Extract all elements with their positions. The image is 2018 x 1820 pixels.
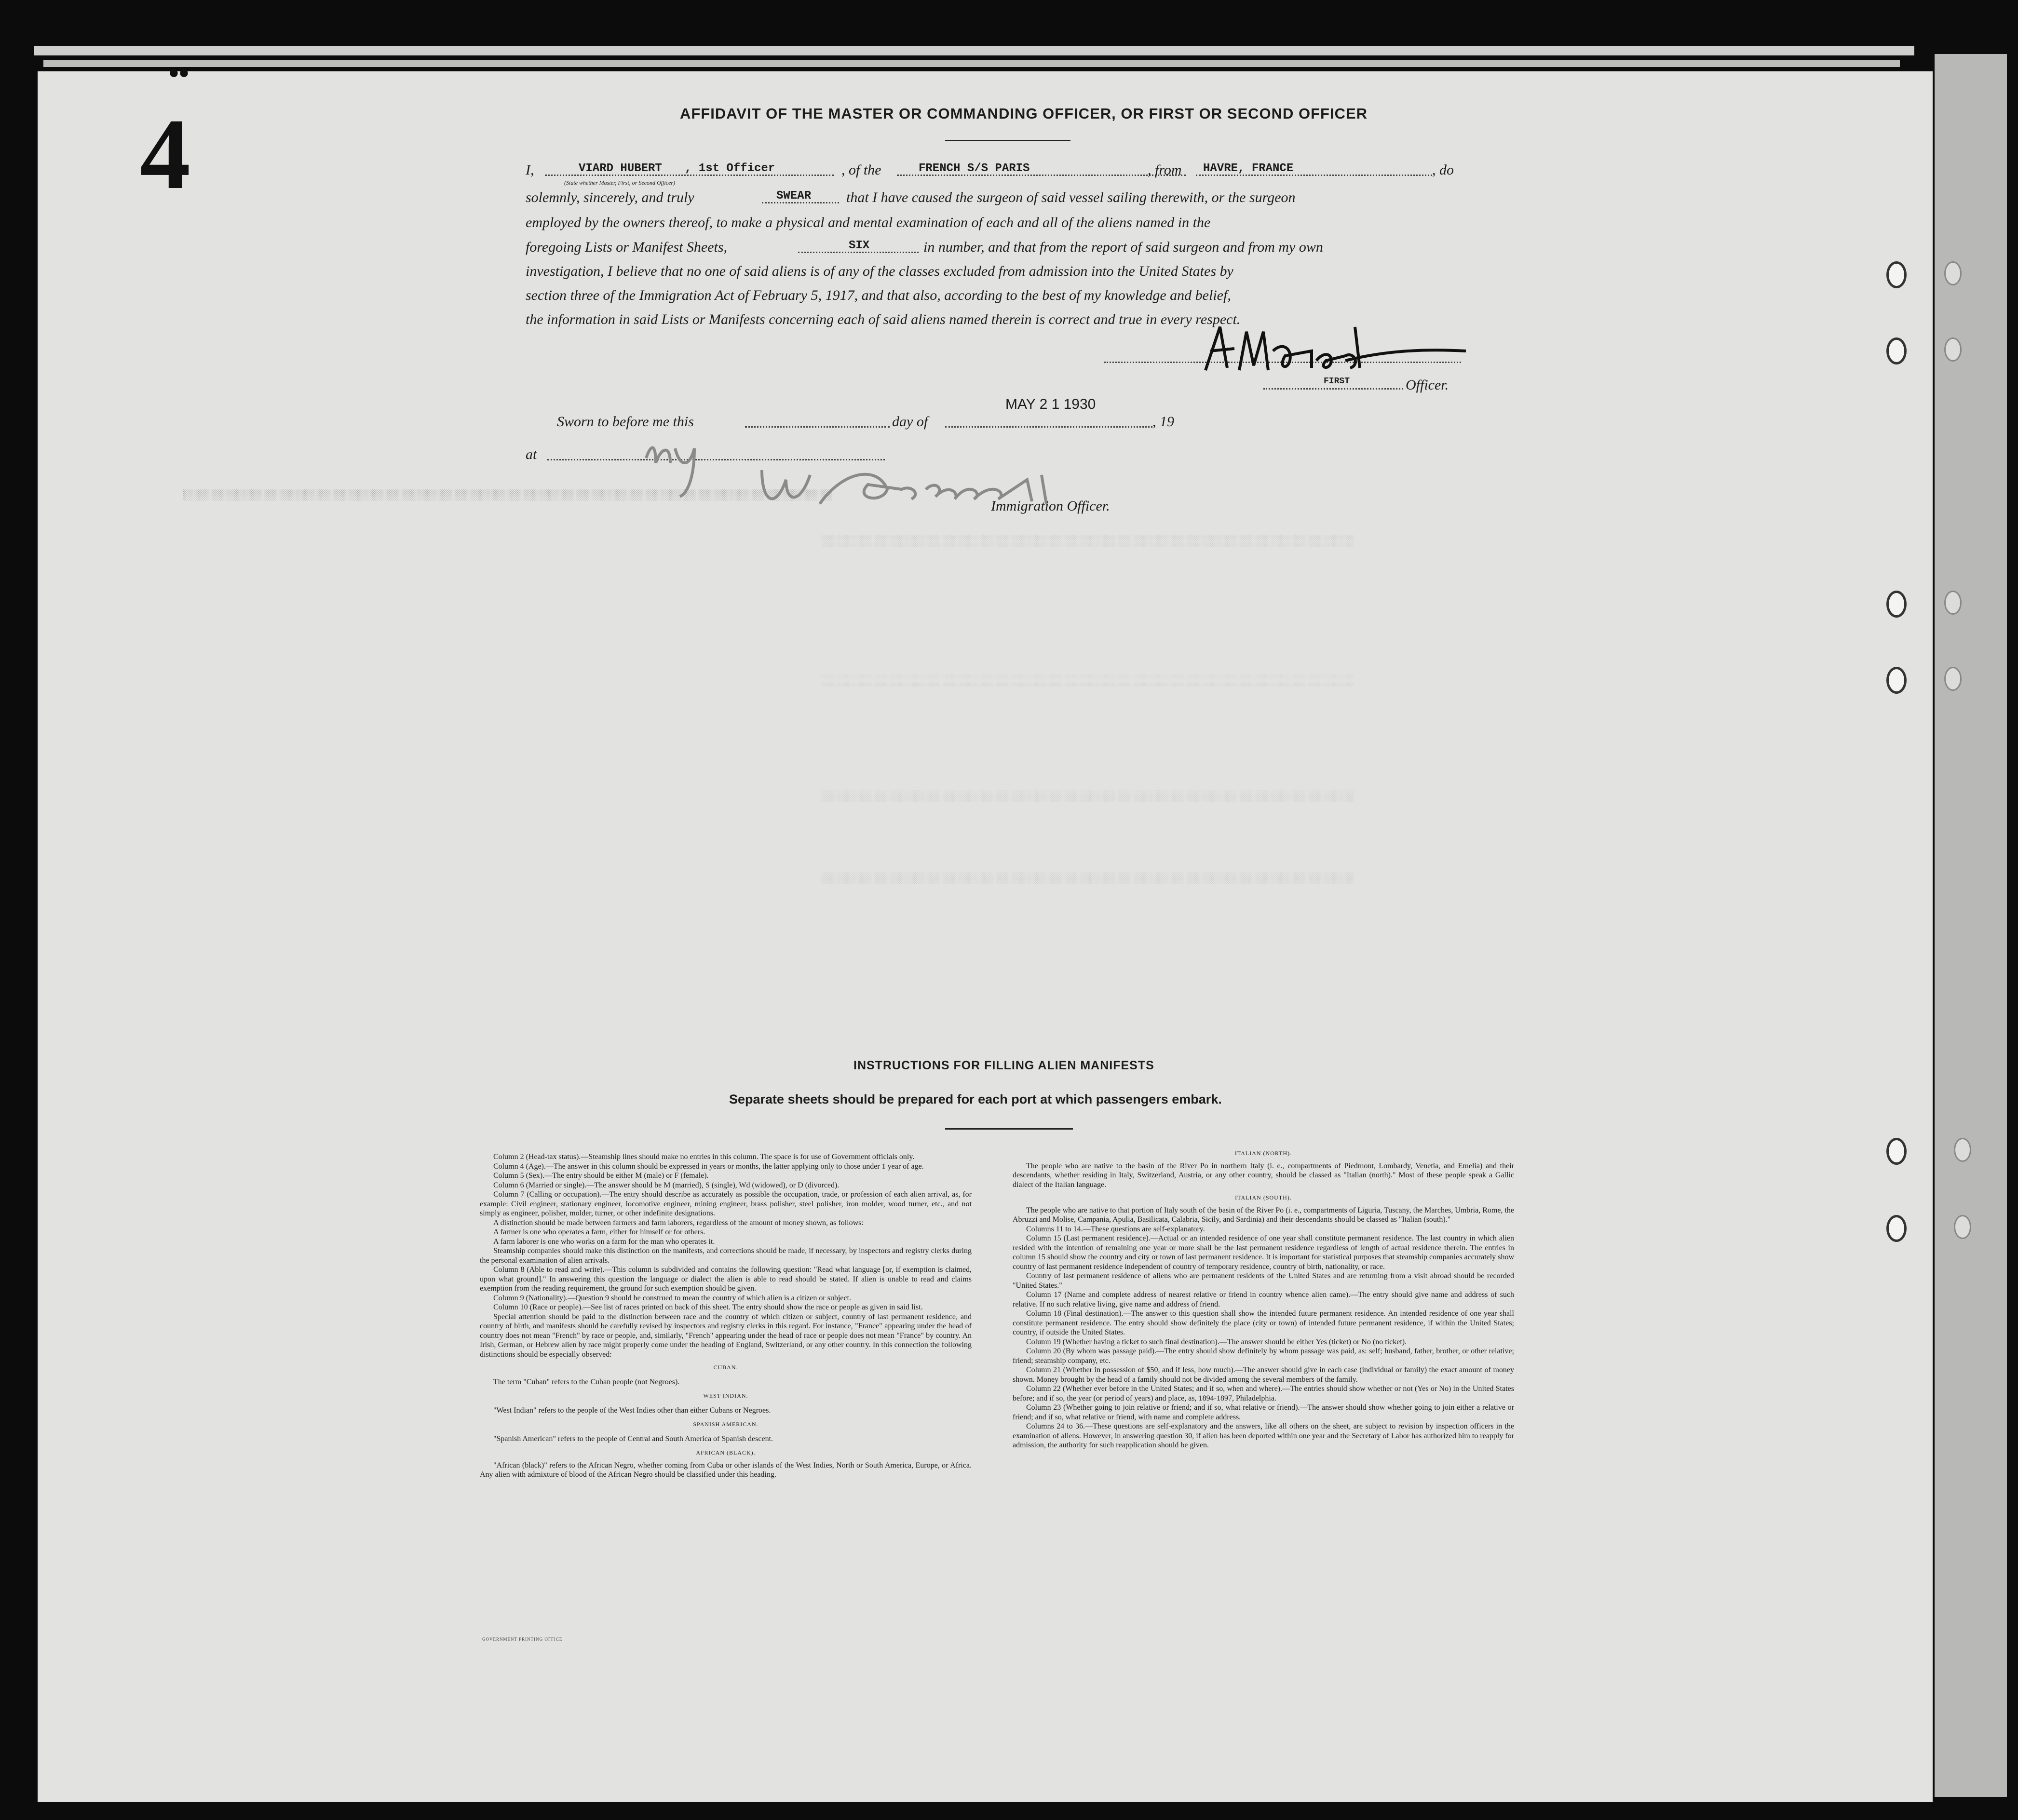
instruction-col15: Column 15 (Last permanent residence).—Actual or an intended residence of one year shall constitute permanent residence. The last country in which alien resided with the intention of remaining one year or more shall be the last permanent residence regardless of length of actual residence therein. The entries in column 15 should show the country and city or town of last permanent residence. It is important for statistical purposes that steamship companies accurately show country of last permanent residence independent of country of temporary residence, country of birth, nationality, or race.: [1013, 1234, 1514, 1271]
definition-west-indian: "West Indian" refers to the people of the West Indies other than either Cubans or Negroes.: [493, 1406, 771, 1415]
sworn-day-line: [745, 426, 890, 428]
instruction-col11-14: Columns 11 to 14.—These questions are self-explanatory.: [1026, 1225, 1205, 1233]
instruction-col10: Column 10 (Race or people).—See list of races printed on back of this sheet. The entry should show the race or people as given in said list.: [493, 1303, 923, 1311]
heading-west-indian: WEST INDIAN.: [703, 1392, 748, 1399]
manifest-sheet: [38, 71, 1933, 1802]
officer-signature: [1201, 322, 1471, 382]
instructions-title: INSTRUCTIONS FOR FILLING ALIEN MANIFESTS: [853, 1059, 1154, 1072]
affidavit-of-the: , of the: [841, 162, 881, 178]
under-sheet-strip: [1935, 54, 2007, 1797]
page-tick-marks: ••: [169, 57, 190, 89]
signing-officer-rank: FIRST: [1324, 377, 1350, 386]
sworn-day-of: day of: [892, 414, 928, 430]
alien-count: SIX: [849, 239, 870, 252]
definition-african: "African (black)" refers to the African Negro, whether coming from Cuba or other islands of the West Indies, North or South America, Europe, or Africa. Any alien with admixture of blood of the African Negro should be classified under this heading.: [480, 1461, 972, 1479]
heading-italian-north: ITALIAN (NORTH).: [1234, 1150, 1292, 1157]
sworn-month-line: [945, 426, 1152, 428]
instruction-col21: Column 21 (Whether in possession of $50, and if less, how much).—The answer should give in each case (individual or family) the exact amount of money shown. Money brought by the head of a family should not be divided among the several members of the family.: [1013, 1366, 1514, 1384]
instruction-race-distinction: Special attention should be paid to the distinction between race and the country of which citizen or subject, country of last permanent residence, and country of birth, and manifests should be carefully revised by inspectors and registry clerks in this regard. For instance, "France" appearing under the head of country does not mean "French" by race or people, and, similarly, "French" appearing under the head of race or people does not mean "France" by country. An Irish, German, or Hebrew alien by race might properly come under the heading of England, Switzerland, or any other country. In this connection the following distinctions should be especially observed:: [480, 1312, 972, 1359]
binder-hole-icon: [1944, 337, 1962, 362]
title-underline: [945, 140, 1070, 141]
rank-field-line: [1263, 388, 1403, 390]
affidavit-line1-i: I,: [526, 162, 534, 178]
affidavit-do: , do: [1432, 162, 1454, 178]
affidavit-line5: investigation, I believe that no one of said aliens is of any of the classes excluded from admission into the United States by: [526, 263, 1233, 279]
paper-edge-top: [34, 46, 1914, 55]
instruction-col22: Column 22 (Whether ever before in the United States; and if so, when and where).—The entries should show whether or not (Yes or No) in the United States before; and if so, the year (or period of years) and place, as, 1894-1897, Philadelphia.: [1013, 1385, 1514, 1402]
instruction-farmers: A distinction should be made between farmers and farm laborers, regardless of the amount of money shown, as follows:: [493, 1218, 864, 1227]
instructions-right-column: [1013, 1145, 1514, 1450]
binder-hole-icon: [1886, 261, 1907, 288]
heading-italian-south: ITALIAN (SOUTH).: [1235, 1194, 1292, 1201]
instruction-col6: Column 6 (Married or single).—The answer should be M (married), S (single), Wd (widowed), or D (divorced).: [493, 1181, 840, 1189]
paper-edge-top-2: [43, 60, 1900, 67]
officer-rank-note: (State whether Master, First, or Second Officer): [564, 179, 675, 186]
binder-hole-icon: [1954, 1138, 1971, 1162]
affidavit-line4a: foregoing Lists or Manifest Sheets,: [526, 239, 728, 255]
binder-hole-icon: [1886, 667, 1907, 694]
printing-office-imprint: GOVERNMENT PRINTING OFFICE: [482, 1637, 563, 1642]
officer-signature-text: [1201, 322, 1203, 323]
definition-spanish-american: "Spanish American" refers to the people of Central and South America of Spanish descent.: [493, 1434, 773, 1443]
affidavit-line7: the information in said Lists or Manifests concerning each of said aliens named therein is correct and true in every respect.: [526, 311, 1241, 327]
instruction-col24-36: Columns 24 to 36.—These questions are self-explanatory and the answers, like all others on the sheet, are subject to revision by inspection officers in the examination of aliens. However, in answering question 30, if alien has been deported within one year and the Secretary of Labor has authorized him to reapply for admission, the authority for such reapplication should be given.: [1013, 1422, 1514, 1449]
officer-label: Officer.: [1406, 377, 1449, 393]
instruction-farmer-def: A farmer is one who operates a farm, either for himself or for others.: [493, 1228, 705, 1236]
instruction-col9: Column 9 (Nationality).—Question 9 should be construed to mean the country of which alien is a citizen or subject.: [493, 1294, 852, 1302]
date-stamp: MAY 2 1 1930: [1005, 396, 1096, 412]
instructions-left-column: [480, 1152, 972, 1480]
instruction-col2: Column 2 (Head-tax status).—Steamship lines should make no entries in this column. The space is for use of Government officials only.: [493, 1153, 915, 1161]
instruction-col18: Column 18 (Final destination).—The answer to this question shall show the intended future permanent residence. An intended residence of one year shall constitute permanent residence. The entry should show definitely the place (city or town) of intended future permanent residence, if within the United States; country, if outside the United States.: [1013, 1309, 1514, 1336]
instruction-col5: Column 5 (Sex).—The entry should be either M (male) or F (female).: [493, 1172, 709, 1180]
sworn-place-handwriting: [641, 424, 738, 504]
departure-port: HAVRE, FRANCE: [1203, 162, 1294, 175]
instruction-col8: Column 8 (Able to read and write).—This column is subdivided and contains the following question: "Read what language [or, if exemption is claimed, upon what ground]." In answering this question the language or dialect the alien is able to read should be stated. If alien is unable to read and claims exemption from the reading requirement, the ground for such exemption should be given.: [480, 1266, 972, 1293]
binder-hole-icon: [1944, 261, 1962, 285]
instruction-farm-laborer-def: A farm laborer is one who works on a farm for the man who operates it.: [493, 1237, 715, 1246]
definition-cuban: The term "Cuban" refers to the Cuban people (not Negroes).: [493, 1377, 680, 1386]
affidavit-line2a: solemnly, sincerely, and truly: [526, 189, 694, 205]
definition-italian-south: The people who are native to that portion of Italy south of the basin of the River Po (i. e., compartments of Liguria, Tuscany, the Marches, Umbria, Rome, the Abruzzi and Molise, Campania, Apulia, Basilicata, Calabria, Sicily, and Sardinia) and their descendants should be classed as "Italian (south).": [1013, 1206, 1514, 1224]
sworn-place-text: [641, 424, 642, 425]
binder-hole-icon: [1886, 591, 1907, 618]
instruction-col7: Column 7 (Calling or occupation).—The entry should describe as accurately as possible the occupation, trade, or profession of each alien arrival, as, for example: Civil engineer, stationary engineer, locomotive engineer, mining engineer, brass polisher, steel polisher, iron molder, wood turner, etc., and not simply as engineer, polisher, molder, turner, or other indefinite designations.: [480, 1190, 972, 1217]
instruction-col20: Column 20 (By whom was passage paid).—The entry should show definitely by whom passage was paid, as: self; husband, father, brother, or other relative; friend; steamship company, etc.: [1013, 1347, 1514, 1365]
binder-hole-icon: [1944, 667, 1962, 691]
instructions-subtitle: Separate sheets should be prepared for each port at which passengers embark.: [729, 1092, 1222, 1106]
instruction-col15-us: Country of last permanent residence of aliens who are permanent residents of the United States and are returning from a visit abroad should be recorded "United States.": [1013, 1272, 1514, 1290]
binder-hole-icon: [1954, 1215, 1971, 1239]
binder-hole-icon: [1886, 337, 1907, 364]
ship-name: FRENCH S/S PARIS: [919, 162, 1030, 175]
immigration-officer-signature-text: [757, 460, 759, 461]
affidavit-line2b: that I have caused the surgeon of said vessel sailing therewith, or the surgeon: [846, 189, 1296, 205]
affidavit-line6: section three of the Immigration Act of February 5, 1917, and that also, according to the best of my knowledge and belief,: [526, 287, 1231, 303]
affidavit-title: AFFIDAVIT OF THE MASTER OR COMMANDING OFFICER, OR FIRST OR SECOND OFFICER: [680, 105, 1368, 122]
instructions-divider: [945, 1128, 1073, 1130]
sworn-text: Sworn to before me this: [557, 414, 694, 430]
instruction-col4: Column 4 (Age).—The answer in this column should be expressed in years or months, the latter applying only to those under 1 year of age.: [493, 1162, 924, 1171]
sworn-year-prefix: , 19: [1152, 414, 1174, 430]
affidavit-line3: employed by the owners thereof, to make a physical and mental examination of each and all of the aliens named in the: [526, 215, 1211, 230]
instruction-steamship: Steamship companies should make this distinction on the manifests, and corrections should be made, if necessary, by inspectors and registry clerks during the personal examination of alien arrivals.: [480, 1247, 972, 1265]
binder-hole-icon: [1886, 1215, 1907, 1242]
heading-spanish-american: SPANISH AMERICAN.: [693, 1421, 758, 1428]
affidavit-from: , from: [1148, 162, 1182, 178]
instruction-col17: Column 17 (Name and complete address of nearest relative or friend in country whence alien came).—The entry should give name and address of such relative. If no such relative living, give name and address of friend.: [1013, 1291, 1514, 1308]
heading-cuban: CUBAN.: [713, 1364, 738, 1371]
page-number: 4: [140, 98, 190, 210]
oath-type: SWEAR: [776, 189, 812, 202]
affidavit-line4b: in number, and that from the report of said surgeon and from my own: [923, 239, 1323, 255]
binder-hole-icon: [1886, 1138, 1907, 1165]
sworn-at: at: [526, 446, 537, 462]
officer-rank-field: , 1st Officer: [685, 162, 775, 175]
heading-african: AFRICAN (BLACK).: [696, 1449, 756, 1456]
definition-italian-north: The people who are native to the basin of the River Po in northern Italy (i. e., compartments of Piedmont, Lombardy, Venetia, and Emelia) and their descendants, whether residing in Italy, Switzerland, Austria, or any other country, should be classed as "Italian (north)." Most of these people speak a Gallic dialect of the Italian language.: [1013, 1161, 1514, 1189]
instruction-col19: Column 19 (Whether having a ticket to such final destination).—The answer should be either Yes (ticket) or No (no ticket).: [1026, 1337, 1407, 1346]
instruction-col23: Column 23 (Whether going to join relative or friend; and if so, what relative or friend).—The answer should show whether going to join either a relative or friend; and if so, what relative or friend, with name and complete address.: [1013, 1403, 1514, 1421]
officer-name: VIARD HUBERT: [579, 162, 662, 175]
immigration-officer-label: Immigration Officer.: [991, 498, 1110, 514]
binder-hole-icon: [1944, 591, 1962, 615]
